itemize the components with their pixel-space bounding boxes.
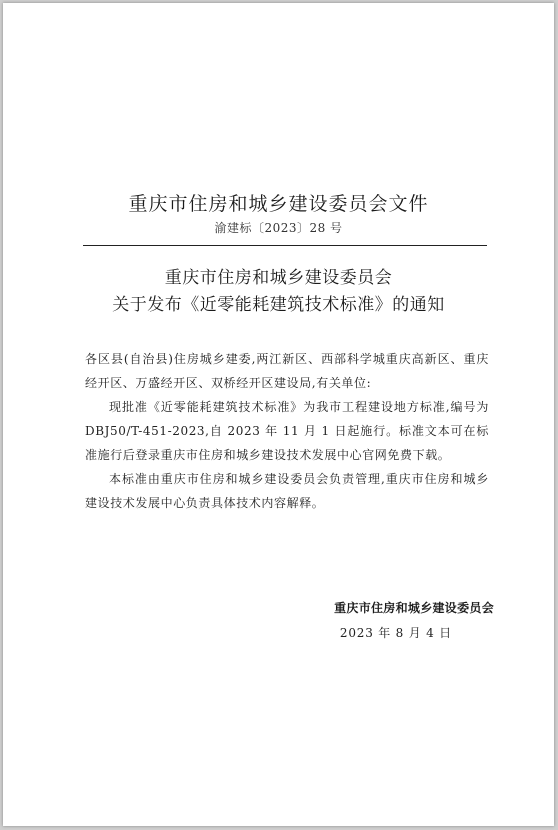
document-page (3, 3, 554, 826)
header-divider (83, 245, 487, 246)
issue-date: 2023 年 8 月 4 日 (339, 626, 452, 640)
issuer-heading: 重庆市住房和城乡建设委员会文件 (128, 193, 429, 215)
signature-issuer: 重庆市住房和城乡建设委员会 (334, 601, 494, 615)
notice-title (3, 265, 554, 319)
document-number: 渝建标〔2023〕28 号 (214, 221, 343, 235)
body-paragraph-1: 现批准《近零能耗建筑技术标准》为我市工程建设地方标准,编号为 DBJ50/T-451-2023,自 2023 年 11 月 1 日起施行。标准文本可在标准施行后登录重庆市住房和城乡建设技术发展中心官网免费下载。 (85, 400, 489, 462)
notice-title-line-1: 重庆市住房和城乡建设委员会 (164, 268, 393, 288)
addressee-paragraph: 各区县(自治县)住房城乡建委,两江新区、西部科学城重庆高新区、重庆经开区、万盛经开区、双桥经开区建设局,有关单位: (85, 352, 489, 390)
body-paragraph-2: 本标准由重庆市住房和城乡建设委员会负责管理,重庆市住房和城乡建设技术发展中心负责具体技术内容解释。 (85, 472, 489, 510)
notice-body (85, 347, 489, 515)
notice-title-line-2: 关于发布《近零能耗建筑技术标准》的通知 (112, 295, 445, 315)
